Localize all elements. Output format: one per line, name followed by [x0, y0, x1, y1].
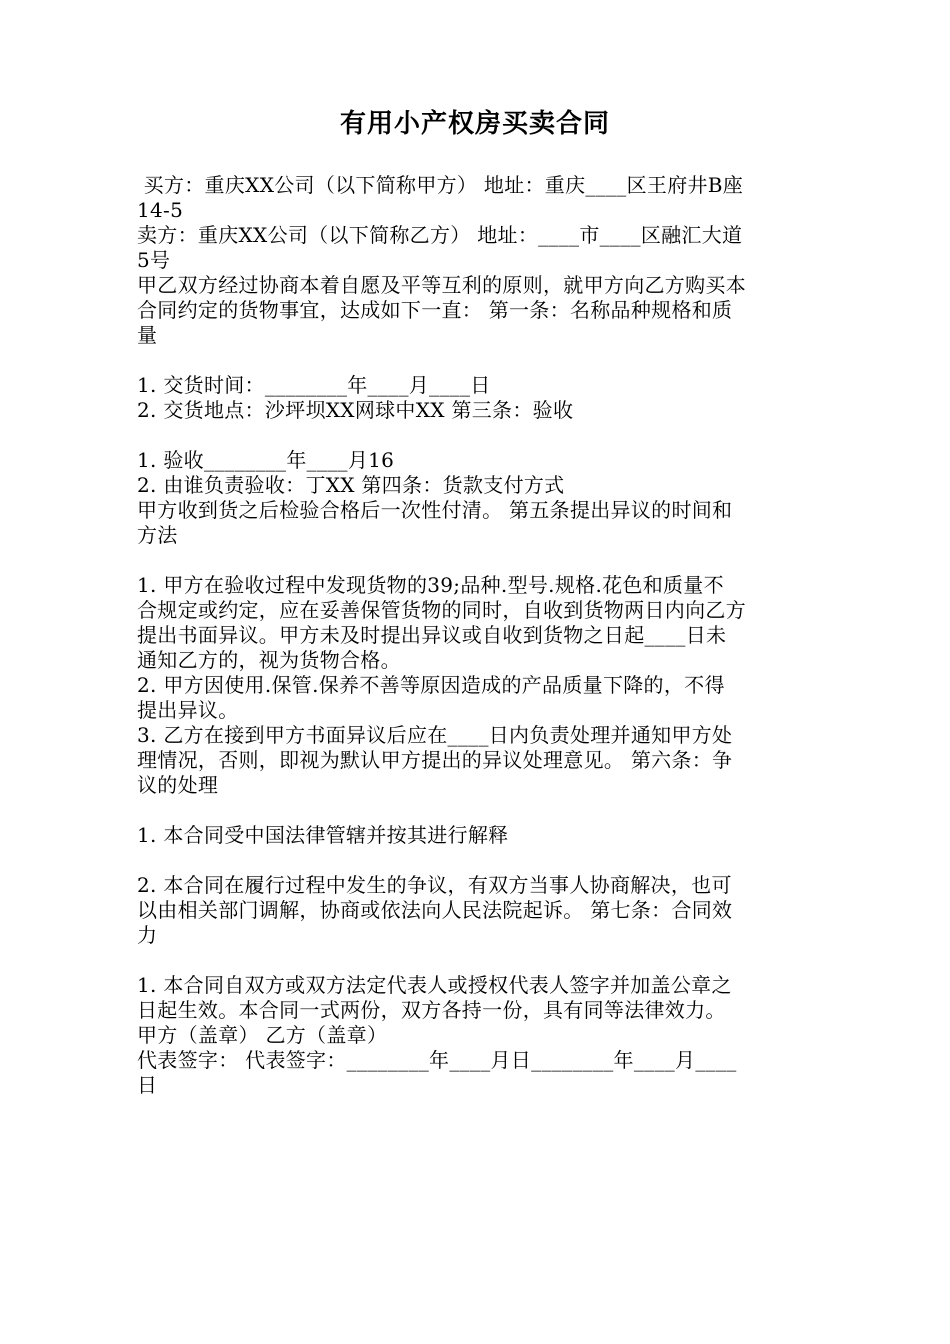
text-line: 2. 甲方因使用.保管.保养不善等原因造成的产品质量下降的，不得 — [137, 673, 725, 697]
text-line: 1. 本合同受中国法律管辖并按其进行解释 — [137, 823, 509, 847]
document-title: 有用小产权房买卖合同 — [339, 109, 610, 139]
text-line: 议的处理 — [137, 773, 219, 797]
text-line: 1. 验收________年____月16 — [137, 448, 395, 472]
text-line: 1. 交货时间：________年____月____日 — [137, 373, 491, 397]
text-line: 甲方收到货之后检验合格后一次性付清。 第五条提出异议的时间和 — [137, 498, 733, 522]
text-line: 3. 乙方在接到甲方书面异议后应在____日内负责处理并通知甲方处 — [137, 723, 733, 747]
text-line: 1. 本合同自双方或双方法定代表人或授权代表人签字并加盖公章之 — [137, 973, 732, 997]
text-line: 2. 本合同在履行过程中发生的争议，有双方当事人协商解决，也可 — [137, 873, 732, 897]
text-line: 2. 交货地点：沙坪坝XX网球中XX 第三条：验收 — [137, 398, 574, 422]
blank-line — [137, 948, 817, 973]
text-line: 方法 — [137, 523, 178, 547]
text-line: 力 — [137, 923, 158, 947]
text-line: 14-5 — [137, 198, 184, 222]
contract-body — [137, 173, 817, 1098]
blank-line — [137, 798, 817, 823]
blank-line — [137, 848, 817, 873]
text-line: 量 — [137, 323, 158, 347]
text-line: 合规定或约定，应在妥善保管货物的同时，自收到货物两日内向乙方 — [137, 598, 746, 622]
blank-line — [137, 348, 817, 373]
signature-date-line: 代表签字： 代表签字：________年____月日________年____月____ — [137, 1048, 737, 1072]
text-line: 2. 由谁负责验收：丁XX 第四条：货款支付方式 — [137, 473, 565, 497]
text-line: 1. 甲方在验收过程中发现货物的39;品种.型号.规格.花色和质量不 — [137, 573, 724, 597]
text-line: 5号 — [137, 248, 171, 272]
text-line: 甲乙双方经过协商本着自愿及平等互利的原则，就甲方向乙方购买本 — [137, 273, 746, 297]
signature-parties-line: 甲方（盖章） 乙方（盖章） — [137, 1023, 388, 1047]
text-line: 买方：重庆XX公司（以下简称甲方） 地址：重庆____区王府井B座 — [137, 173, 744, 197]
text-line: 合同约定的货物事宜，达成如下一直： 第一条：名称品种规格和质 — [137, 298, 733, 322]
text-line: 卖方：重庆XX公司（以下简称乙方） 地址：____市____区融汇大道 — [137, 223, 743, 247]
text-line: 日起生效。本合同一式两份，双方各持一份，具有同等法律效力。 — [137, 998, 726, 1022]
text-line: 以由相关部门调解，协商或依法向人民法院起诉。 第七条：合同效 — [137, 898, 733, 922]
text-line: 提出异议。 — [137, 698, 239, 722]
text-line: 理情况，否则，即视为默认甲方提出的异议处理意见。 第六条：争 — [137, 748, 733, 772]
text-line: 通知乙方的，视为货物合格。 — [137, 648, 401, 672]
blank-line — [137, 548, 817, 573]
text-line: 日 — [137, 1073, 158, 1097]
blank-line — [137, 423, 817, 448]
text-line: 提出书面异议。甲方未及时提出异议或自收到货物之日起____日未 — [137, 623, 727, 647]
